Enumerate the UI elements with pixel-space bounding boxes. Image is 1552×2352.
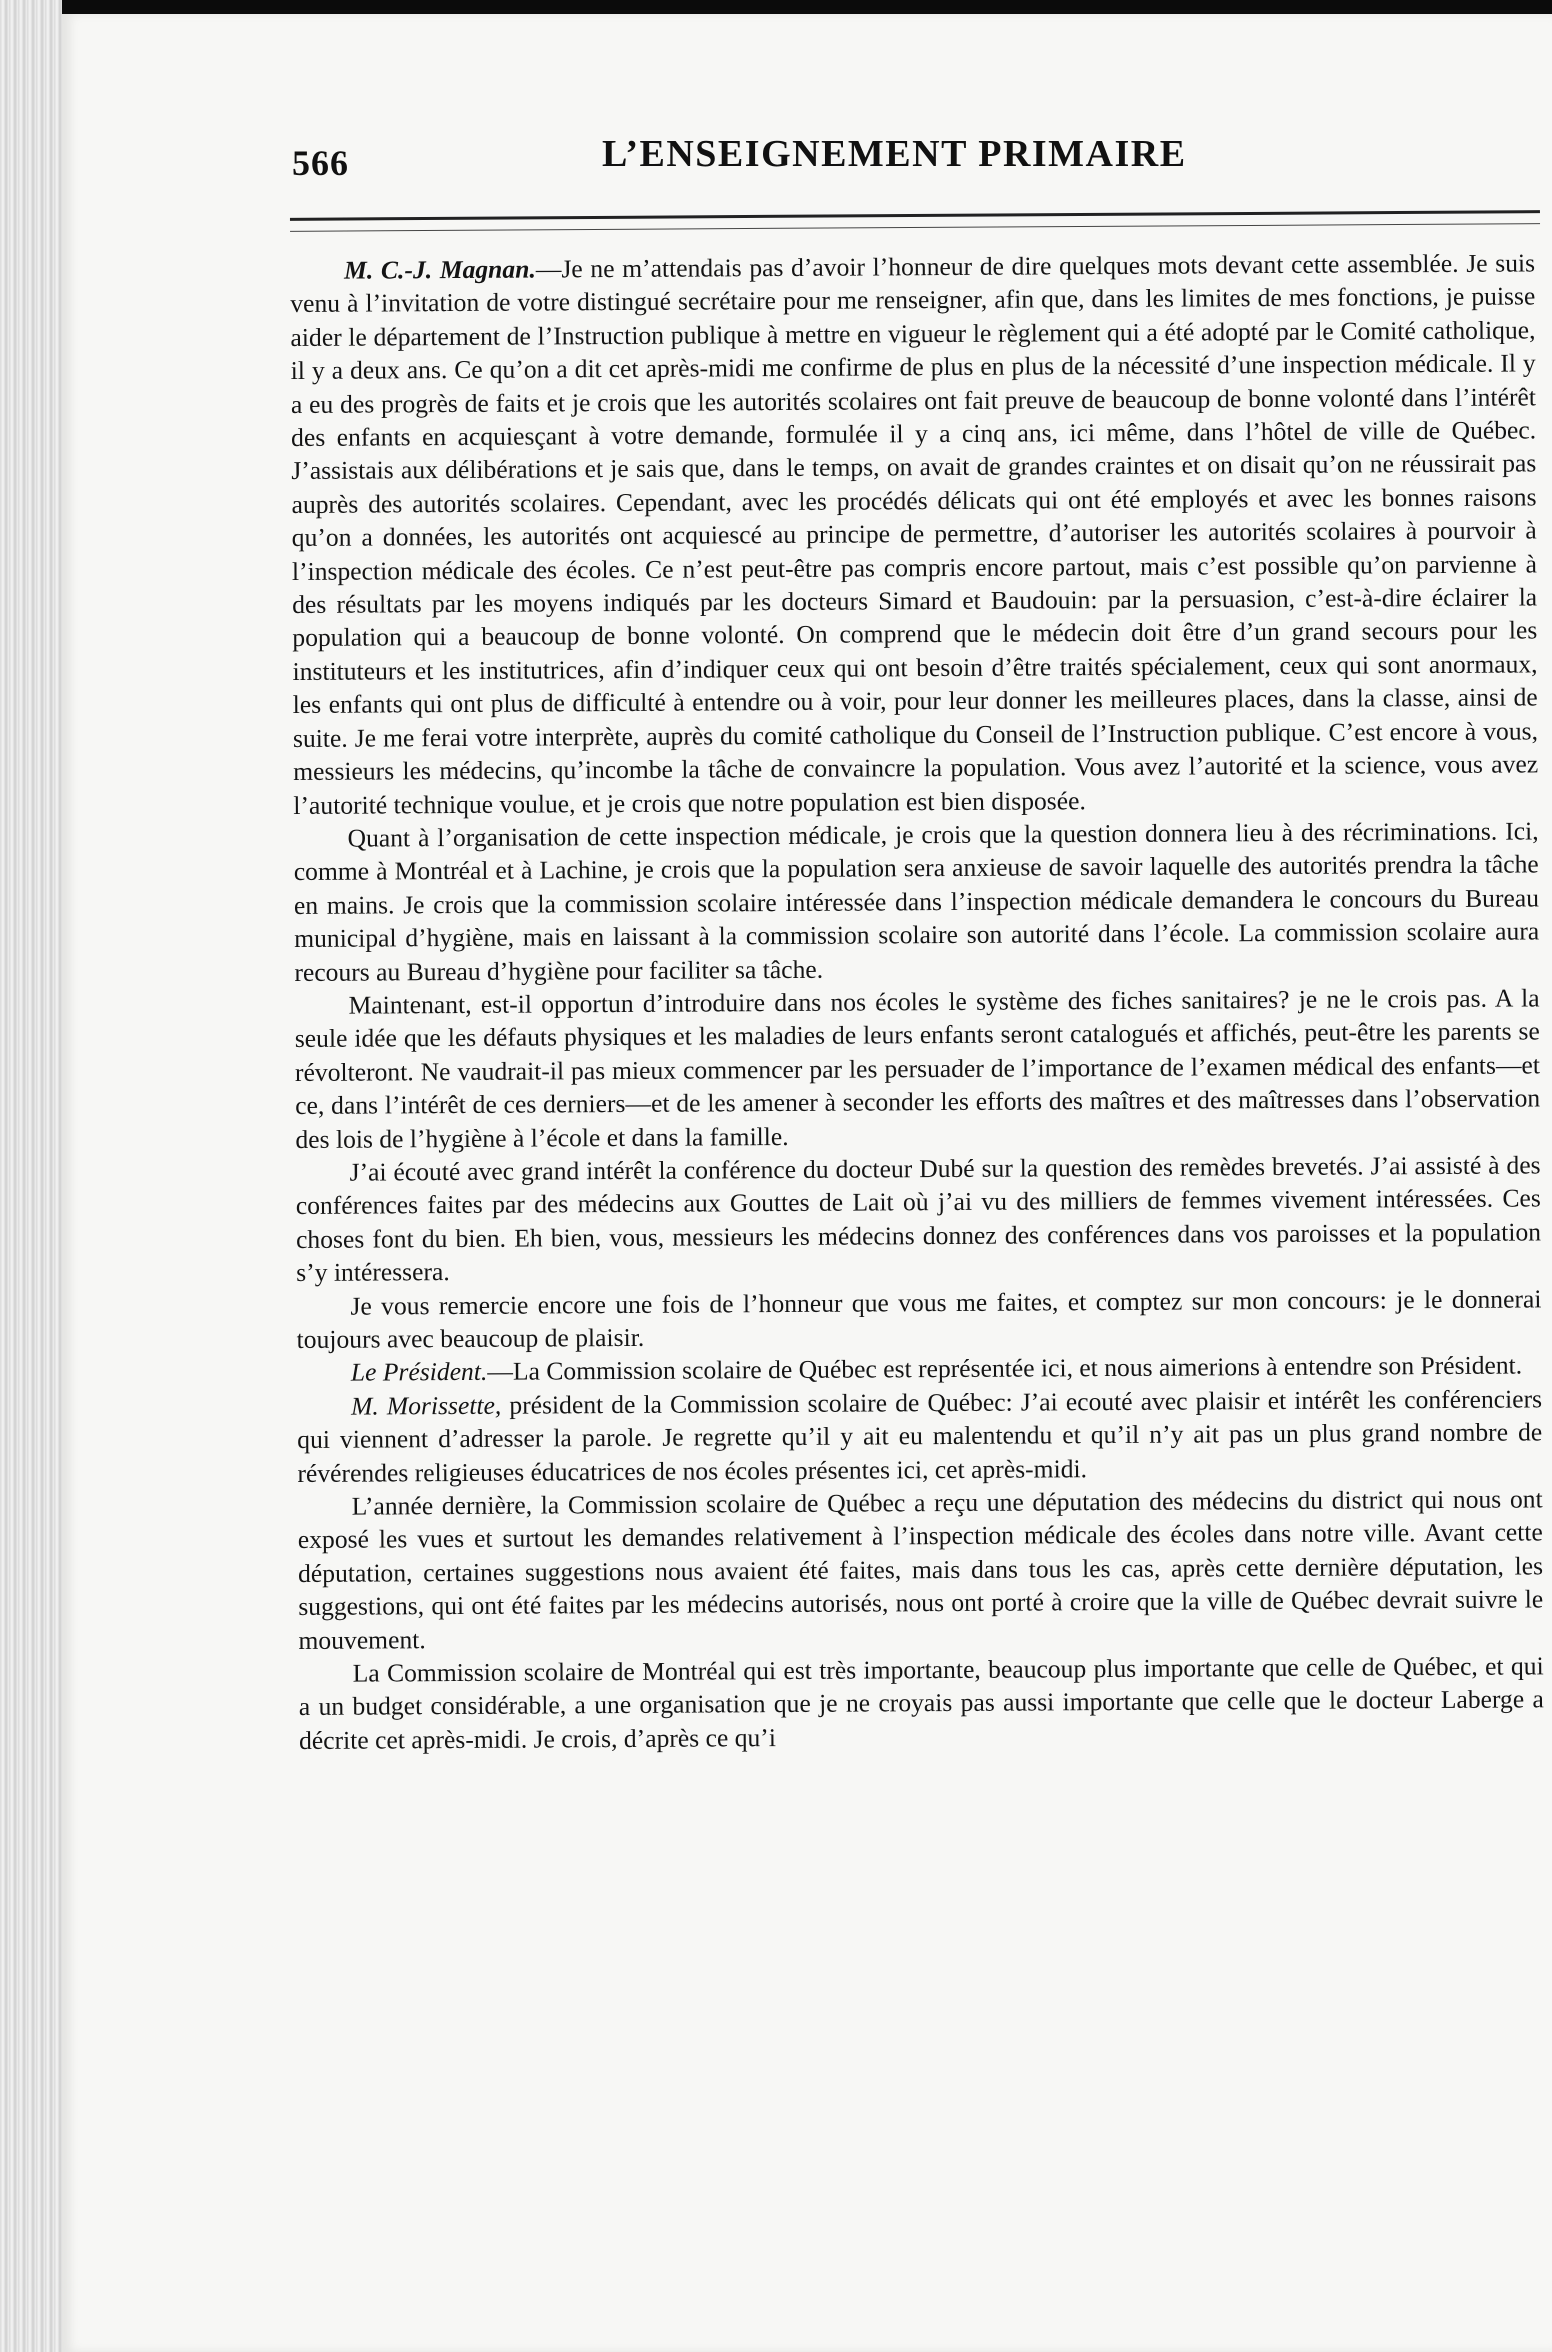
paragraph-organisation: [293, 814, 1539, 989]
page-number: 566: [292, 143, 349, 183]
paragraph-text: président de la Commission scolaire de Québec: J’ai ecouté avec plaisir et intérêt les conférenciers qui viennent d’adresser la parole. Je regrette qu’il y ait eu malentendu et qu’il n’y ait pas un plus grand nombre de révérendes religieuses éducatrices de nos écoles présentes ici, cet après-midi.: [297, 1384, 1543, 1488]
paragraph-text: La Commission scolaire de Montréal qui est très importante, beaucoup plus importante que celle de Québec, et qui a un budget considérable, a une organisation que je ne croyais pas aussi importante que celle que le docteur Laberge a décrite cet après-midi. Je crois, d’après ce qu’i: [298, 1651, 1544, 1755]
paragraph-deputation: [298, 1482, 1544, 1657]
paragraph-fiches-sanitaires: [294, 981, 1540, 1156]
body-text: [290, 246, 1546, 2134]
paragraph-montreal: [299, 1649, 1545, 1757]
paragraph-text: —La Commission scolaire de Québec est représentée ici, et nous aimerions à entendre son Président.: [487, 1350, 1523, 1387]
paragraph-morissette: [297, 1382, 1543, 1490]
paragraph-text: Je vous remercie encore une fois de l’honneur que vous me faites, et comptez sur mon concours: je le donnerai toujours avec beaucoup de plaisir.: [296, 1283, 1542, 1354]
paragraph-text: J’ai écouté avec grand intérêt la conférence du docteur Dubé sur la question des remèdes brevetés. J’ai assisté à des conférences faites par des médecins aux Gouttes de Lait où j’ai vu des milliers de femmes vivement intéressées. Ces choses font du bien. Eh bien, vous, messieurs les médecins donnez des conférences dans vos paroisses et la population s’y intéressera.: [295, 1150, 1542, 1288]
journal-title: L’ENSEIGNEMENT PRIMAIRE: [602, 133, 1187, 175]
page-edge-strip: [0, 0, 62, 2352]
speaker-name: M. Morissette,: [350, 1390, 502, 1421]
book-page: [62, 14, 1552, 2352]
running-head: [292, 132, 1542, 192]
paragraph-text: —Je ne m’attendais pas d’avoir l’honneur de dire quelques mots devant cette assemblée. Je suis venu à l’invitation de votre distingué secrétaire pour me renseigner, afin que, dans les limites de mes fonctions, je puisse aider le département de l’Instruction publique à mettre en vigueur le règlement qui a été adopté par le Comité catholique, il y a deux ans. Ce qu’on a dit cet après-midi me confirme de plus en plus de la nécessité d’une inspection médicale. Il y a eu des progrès de faits et je crois que les autorités scolaires ont fait preuve de beaucoup de bonne volonté dans l’intérêt des enfants en acquiesçant à votre demande, formulée il y a cinq ans, ici même, dans l’hôtel de ville de Québec. J’assistais aux délibérations et je sais que, dans le temps, on avait de grandes craintes et on disait qu’on ne réussirait pas auprès des autorités scolaires. Cependant, avec les procédés délicats qui ont été employés et avec les bonnes raisons qu’on a données, les autorités ont acquiescé au principe de permettre, d’autoriser les autorités scolaires à pourvoir à l’inspection médicale des écoles. Ce n’est peut-être pas compris encore partout, mais c’est possible qu’on parvienne à des résultats par les moyens indiqués par les docteurs Simard et Baudouin: par la persuasion, c’est-à-dire éclairer la population qui a beaucoup de bonne volonté. On comprend que le médecin doit être d’un grand secours pour les instituteurs et les institutrices, afin d’indiquer ceux qui ont besoin d’être traités spécialement, ceux qui sont anormaux, les enfants qui ont plus de difficulté à entendre ou à voir, pour leur donner les meilleures places, dans la classe, ainsi de suite. Je me ferai votre interprète, auprès du comité catholique du Conseil de l’Instruction publique. C’est encore à vous, messieurs les médecins, qu’incombe la tâche de convaincre la population. Vous avez l’autorité et la science, vous avez l’autorité technique voulue, et je crois que notre population est bien disposée.: [290, 248, 1539, 820]
paragraph-remedes-brevetes: [296, 1148, 1542, 1289]
paragraph-magnan: [290, 246, 1538, 822]
paragraph-text: L’année dernière, la Commission scolaire de Québec a reçu une députation des médecins du district qui nous ont exposé les vues et surtout les demandes relativement à l’inspection médicale des écoles dans notre ville. Avant cette députation, certaines suggestions nous avaient été faites, mais dans tous les cas, après cette dernière députation, les suggestions, qui ont été faites par les médecins autorisés, nous ont porté à croire que la ville de Québec devrait suivre le mouvement.: [297, 1484, 1544, 1655]
speaker-name: Le Président.: [350, 1357, 488, 1388]
paragraph-text: Maintenant, est-il opportun d’introduire dans nos écoles le système des fiches sanitaires? je ne le crois pas. A la seule idée que les défauts physiques et les maladies de leurs enfants seront catalogués et affichés, peut-être les parents se révolteront. Ne vaudrait-il pas mieux commencer par les persuader de l’importance de l’examen médical des enfants—et ce, dans l’intérêt de ces derniers—et de les amener à seconder les efforts des maîtres et des maîtresses dans l’observation des lois de l’hygiène à l’école et dans la famille.: [294, 983, 1541, 1154]
paragraph-remerciements: [296, 1282, 1541, 1356]
paragraph-text: Quant à l’organisation de cette inspection médicale, je crois que la question donnera lieu à des récriminations. Ici, comme à Montréal et à Lachine, je crois que la population sera anxieuse de savoir laquelle des autorités prendra la tâche en mains. Je crois que la commission scolaire intéressée dans l’inspection médicale demandera le concours du Bureau municipal d’hygiène, mais en laissant à la commission scolaire son autorité dans l’école. La commission scolaire aura recours au Bureau d’hygiène pour faciliter sa tâche.: [293, 816, 1540, 987]
header-rule: [290, 210, 1540, 232]
speaker-name: M. C.-J. Magnan.: [344, 254, 536, 285]
